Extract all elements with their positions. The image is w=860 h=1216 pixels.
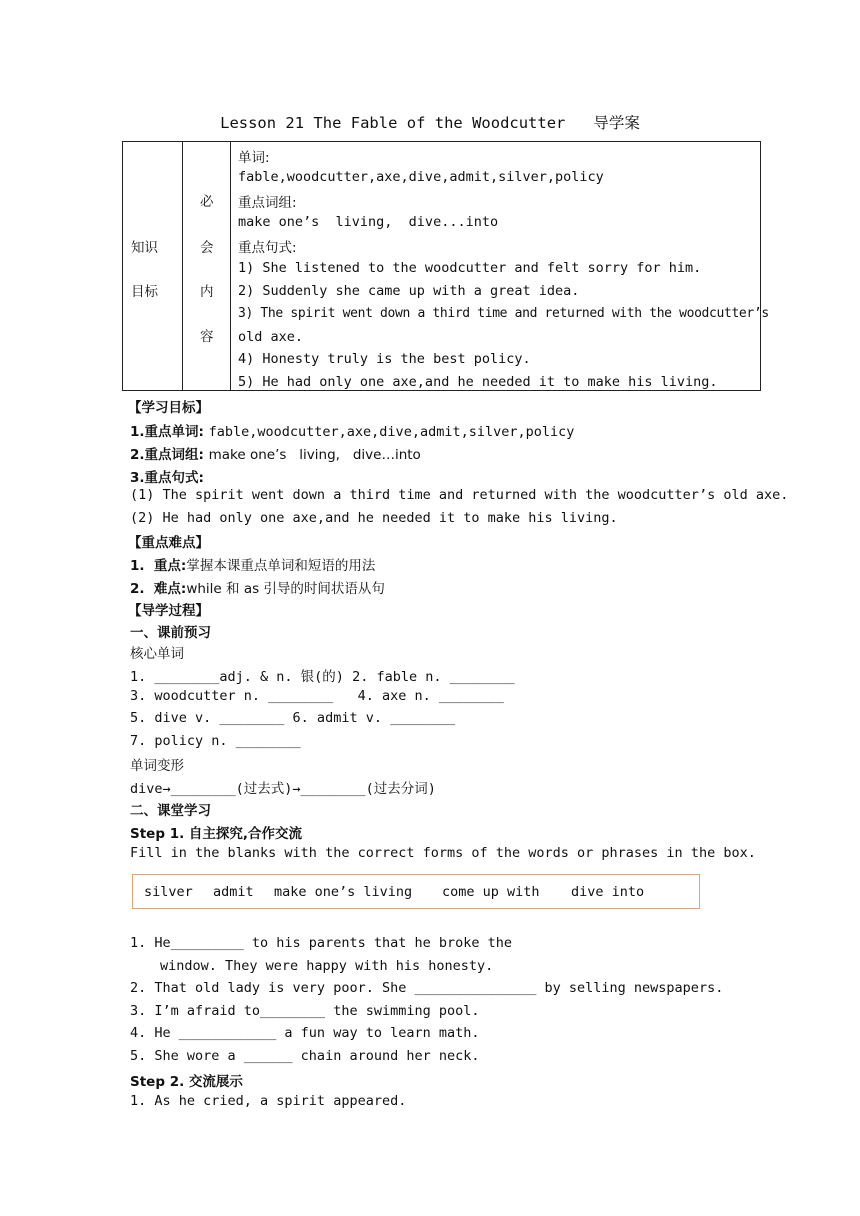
subsection-class: 二、课堂学习 [130,803,211,819]
goal-phrases [130,443,421,463]
table-line: 重点词组: [238,195,297,211]
knowledge-table [122,141,769,391]
page-title: Lesson 21 The Fable of the Woodcutter 导学案 [220,114,640,132]
section-heading-goals: 【学习目标】 [128,400,209,416]
exercise-instruction: Fill in the blanks with the correct forms of the words or phrases in the box. [130,845,756,861]
table-vertical-label: 会 [200,240,214,256]
table-header-goal: 目标 [131,284,158,300]
subsection-preview: 一、课前预习 [130,625,211,641]
goal-value: fable,woodcutter,axe,dive,admit,silver,policy [208,424,575,440]
vocab-line: 5. dive v. ________ 6. admit v. ________ [130,710,456,726]
key-point [130,554,375,574]
exercise-line: 5. She wore a ______ chain around her neck. [130,1048,480,1064]
vocab-line: 7. policy n. ________ [130,733,301,749]
difficult-point-text: while 和 as 引导的时间状语从句 [186,581,385,597]
key-point-text: 掌握本课重点单词和短语的用法 [186,558,376,574]
difficult-point-label: 2. 难点: [130,581,187,597]
step-2-sentence: 1. As he cried, a spirit appeared. [130,1093,407,1109]
table-vertical-label: 内 [200,284,214,300]
table-line: 4) Honesty truly is the best policy. [238,351,531,367]
table-line: fable,woodcutter,axe,dive,admit,silver,policy [238,169,604,185]
box-word: silver [144,884,193,900]
goal-words [130,420,574,440]
box-word: make one’s living [274,884,413,900]
goal-label: 2.重点词组: [130,447,209,463]
difficult-point [130,577,385,597]
table-line: 5) He had only one axe,and he needed it to make his living. [238,374,718,390]
table-header-knowledge: 知识 [131,240,158,256]
exercise-line: window. They were happy with his honesty. [160,958,494,974]
key-point-label: 1. 重点: [130,558,187,574]
table-divider [230,142,231,390]
step-1-heading: Step 1. 自主探究,合作交流 [130,826,303,842]
word-box [132,874,700,909]
table-line: 1) She listened to the woodcutter and felt sorry for him. [238,260,702,276]
exercise-line: 3. I’m afraid to________ the swimming pool. [130,1003,480,1019]
goal-label: 1.重点单词: [130,424,209,440]
exercise-line: 4. He ____________ a fun way to learn math. [130,1025,480,1041]
table-line: old axe. [238,329,304,345]
table-line: 2) Suddenly she came up with a great idea. [238,283,580,299]
section-heading-process: 【导学过程】 [128,603,209,619]
vocab-line: 1. ________adj. & n. 银(的) 2. fable n. ________ [130,669,515,685]
table-line: 3) The spirit went down a third time and returned with the woodcutter’s [238,306,769,321]
goal-sentences-label: 3.重点句式: [130,470,204,486]
table-line: 单词: [238,150,270,166]
table-line: make one’s living, dive...into [238,214,499,230]
table-divider [182,142,183,390]
table-line: 重点句式: [238,240,297,256]
goal-sentence: (2) He had only one axe,and he needed it to make his living. [130,510,618,526]
table-vertical-label: 容 [200,329,214,345]
vocab-line: 3. woodcutter n. ________ 4. axe n. ________ [130,688,504,704]
box-word: come up with [442,884,540,900]
box-word: dive into [571,884,645,900]
box-word: admit [213,884,254,900]
dive-forms-line: dive→________(过去式)→________(过去分词) [130,781,436,797]
goal-value: make one’s living, dive…into [208,447,421,463]
core-words-label: 核心单词 [130,646,184,662]
section-heading-difficulties: 【重点难点】 [128,535,209,551]
exercise-line: 2. That old lady is very poor. She _______________ by selling newspapers. [130,980,724,996]
exercise-line: 1. He_________ to his parents that he broke the [130,935,513,951]
word-forms-label: 单词变形 [130,758,184,774]
goal-sentence: (1) The spirit went down a third time and returned with the woodcutter’s old axe. [130,487,789,503]
table-vertical-label: 必 [200,194,214,210]
step-2-heading: Step 2. 交流展示 [130,1074,243,1090]
